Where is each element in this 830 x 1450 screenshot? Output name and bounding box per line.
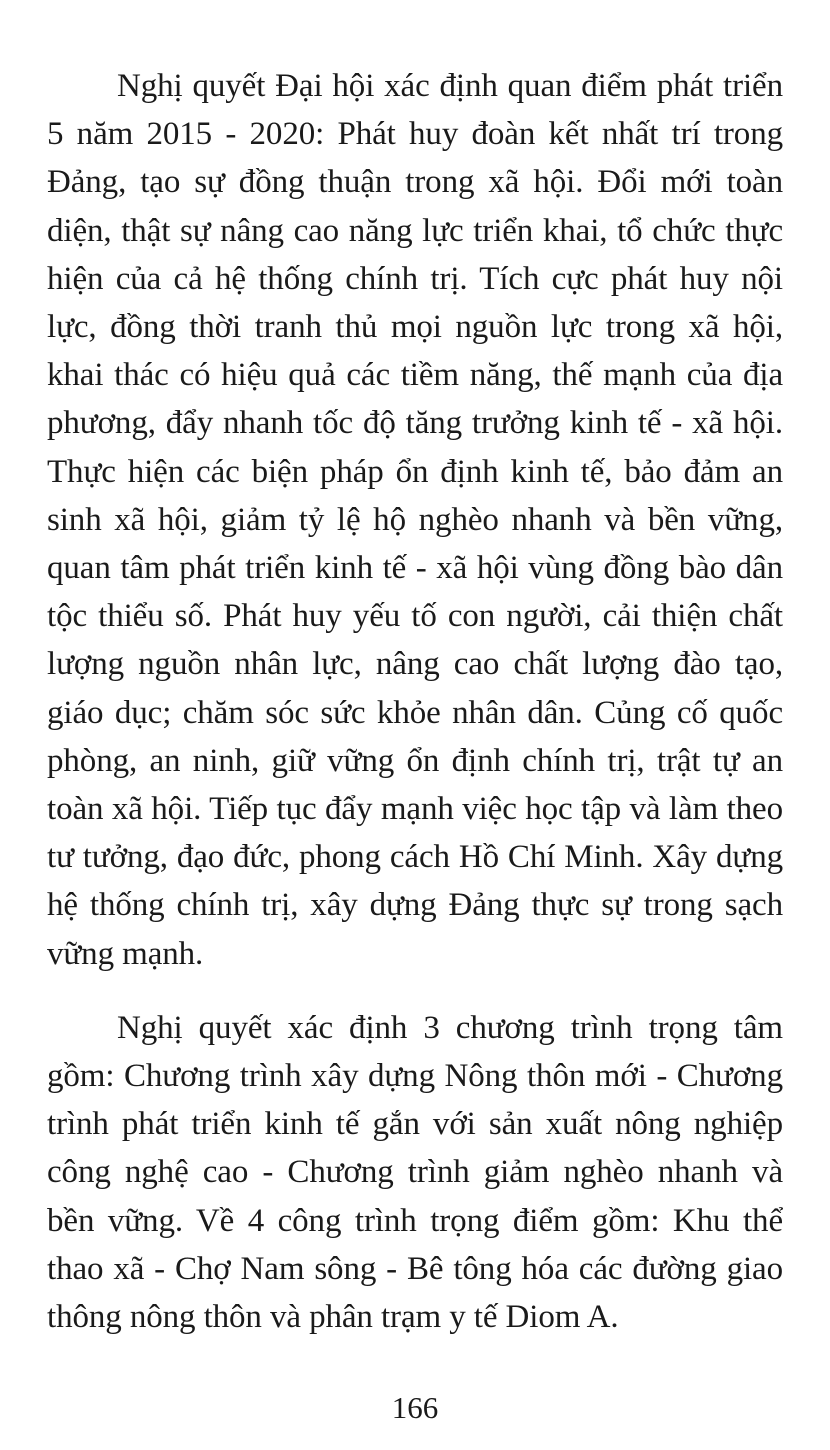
page-body	[47, 62, 783, 1341]
paragraph-1: Nghị quyết Đại hội xác định quan điểm phát triển 5 năm 2015 - 2020: Phát huy đoàn kết nhất trí trong Đảng, tạo sự đồng thuận trong xã hội. Đổi mới toàn diện, thật sự nâng cao năng lực triển khai, tổ chức thực hiện của cả hệ thống chính trị. Tích cực phát huy nội lực, đồng thời tranh thủ mọi nguồn lực trong xã hội, khai thác có hiệu quả các tiềm năng, thế mạnh của địa phương, đẩy nhanh tốc độ tăng trưởng kinh tế - xã hội. Thực hiện các biện pháp ổn định kinh tế, bảo đảm an sinh xã hội, giảm tỷ lệ hộ nghèo nhanh và bền vững, quan tâm phát triển kinh tế - xã hội vùng đồng bào dân tộc thiểu số. Phát huy yếu tố con người, cải thiện chất lượng nguồn nhân lực, nâng cao chất lượng đào tạo, giáo dục; chăm sóc sức khỏe nhân dân. Củng cố quốc phòng, an ninh, giữ vững ổn định chính trị, trật tự an toàn xã hội. Tiếp tục đẩy mạnh việc học tập và làm theo tư tưởng, đạo đức, phong cách Hồ Chí Minh. Xây dựng hệ thống chính trị, xây dựng Đảng thực sự trong sạch vững mạnh.	[47, 68, 783, 972]
paragraph-2: Nghị quyết xác định 3 chương trình trọng tâm gồm: Chương trình xây dựng Nông thôn mới - Chương trình phát triển kinh tế gắn với sản xuất nông nghiệp công nghệ cao - Chương trình giảm nghèo nhanh và bền vững. Về 4 công trình trọng điểm gồm: Khu thể thao xã - Chợ Nam sông - Bê tông hóa các đường giao thông nông thôn và phân trạm y tế Diom A.	[47, 1009, 783, 1336]
page-number: 166	[391, 1390, 439, 1425]
